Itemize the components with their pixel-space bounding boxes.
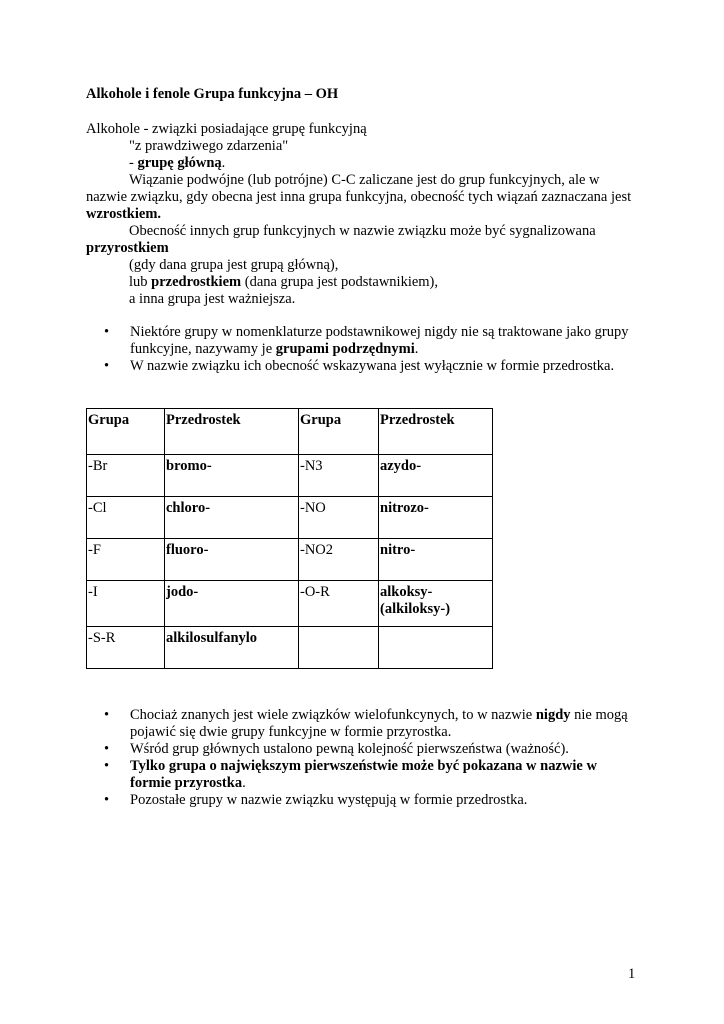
list-item-line: Pozostałe grupy w nazwie związku występują w formie przedrostka. xyxy=(130,792,528,808)
list-item-line: W nazwie związku ich obecność wskazywana jest wyłącznie w formie przedrostka. xyxy=(130,358,615,374)
list-item-line: pojawić się dwie grupy funkcyjne w formie przyrostka. xyxy=(130,724,452,740)
table-cell-group: -O-R xyxy=(299,581,379,627)
intro-line-4: Wiązanie podwójne (lub potrójne) C-C zaliczane jest do grup funkcyjnych, ale w xyxy=(129,172,600,188)
table-header-cell: Przedrostek xyxy=(165,409,299,455)
list-item xyxy=(104,741,664,758)
table-cell-prefix: alkoksy- (alkiloksy-) xyxy=(379,581,493,627)
table-header-cell: Grupa xyxy=(299,409,379,455)
bullet-icon: • xyxy=(104,358,110,374)
table-row xyxy=(87,581,493,627)
table-cell-group: -I xyxy=(87,581,165,627)
intro-line-3-prefix: - xyxy=(129,155,138,171)
table-cell-group xyxy=(299,627,379,669)
table-cell-prefix: azydo- xyxy=(379,455,493,497)
bullet-list-suffix-rules xyxy=(104,707,664,809)
table-cell-prefix: chloro- xyxy=(165,497,299,539)
table-cell-prefix xyxy=(379,627,493,669)
table-row xyxy=(87,627,493,669)
table-cell-prefix: nitro- xyxy=(379,539,493,581)
list-item-suffix: . xyxy=(414,341,419,357)
table-cell-prefix: nitrozo- xyxy=(379,497,493,539)
table-cell-prefix: jodo- xyxy=(165,581,299,627)
list-item xyxy=(104,324,664,358)
page-number: 1 xyxy=(628,966,636,982)
intro-line-10-prefix: lub xyxy=(129,274,152,290)
table-cell-group: -Cl xyxy=(87,497,165,539)
table-cell-group: -F xyxy=(87,539,165,581)
intro-line-3-suffix: . xyxy=(221,155,226,171)
table-header-row xyxy=(87,409,493,455)
table-cell-prefix: alkilosulfanylo xyxy=(165,627,299,669)
list-item xyxy=(104,707,664,741)
intro-line-11: a inna grupa jest ważniejsza. xyxy=(129,291,296,307)
main-group-term: grupę główną xyxy=(137,155,222,171)
intro-line-6 xyxy=(86,206,161,223)
table-cell-group: -S-R xyxy=(87,627,165,669)
list-item-prefix: funkcyjne, nazywamy je xyxy=(130,341,276,357)
table-cell-group: -Br xyxy=(87,455,165,497)
intro-line-3 xyxy=(129,155,225,172)
intro-line-9: (gdy dana grupa jest grupą główną), xyxy=(129,257,339,273)
intro-line-1: Alkohole - związki posiadające grupę funkcyjną xyxy=(86,121,367,137)
intro-line-5: nazwie związku, gdy obecna jest inna grupa funkcyjna, obecność tych wiązań zaznaczana jest xyxy=(86,189,632,205)
subordinate-groups-term: grupami podrzędnymi xyxy=(275,341,415,357)
bullet-list-subordinate-groups xyxy=(104,324,664,375)
list-item-line: formie przyrostka. xyxy=(130,775,246,791)
intro-line-8 xyxy=(86,240,169,257)
table-cell-prefix: bromo- xyxy=(165,455,299,497)
table-cell-group: -NO2 xyxy=(299,539,379,581)
list-item-line: Niektóre grupy w nomenklaturze podstawnikowej nigdy nie są traktowane jako grupy xyxy=(130,324,629,340)
never-term: nigdy xyxy=(535,707,571,723)
list-item xyxy=(104,358,664,375)
table-header-cell: Przedrostek xyxy=(379,409,493,455)
list-item xyxy=(104,792,664,809)
table-cell-prefix: fluoro- xyxy=(165,539,299,581)
list-item xyxy=(104,758,664,792)
wzrostek-term: wzrostkiem. xyxy=(86,206,162,222)
table-row xyxy=(87,497,493,539)
przyrostek-term: przyrostkiem xyxy=(86,240,169,256)
table-cell-group: -NO xyxy=(299,497,379,539)
table-header-cell: Grupa xyxy=(87,409,165,455)
title-text: Alkohole i fenole Grupa funkcyjna – OH xyxy=(86,86,339,102)
bullet-icon: • xyxy=(104,792,110,808)
bullet-icon: • xyxy=(104,741,110,757)
intro-line-2: "z prawdziwego zdarzenia" xyxy=(129,138,289,154)
bullet-icon: • xyxy=(104,324,110,340)
list-item-line: Chociaż znanych jest wiele związków wielofunkcynych, to w nazwie nigdy nie mogą xyxy=(130,707,628,723)
list-item-line: Tylko grupa o największym pierwszeństwie może być pokazana w nazwie w xyxy=(130,758,597,774)
list-item-line: Wśród grup głównych ustalono pewną kolejność pierwszeństwa (ważność). xyxy=(130,741,569,757)
przedrostek-term: przedrostkiem xyxy=(151,274,242,290)
intro-line-7: Obecność innych grup funkcyjnych w nazwie związku może być sygnalizowana xyxy=(129,223,596,239)
list-item-line xyxy=(130,341,664,358)
table-row xyxy=(87,455,493,497)
table-row xyxy=(87,539,493,581)
table-cell-group: -N3 xyxy=(299,455,379,497)
bullet-icon: • xyxy=(104,758,110,774)
prefix-table xyxy=(86,408,493,669)
intro-line-10-suffix: (dana grupa jest podstawnikiem), xyxy=(241,274,439,290)
intro-line-10 xyxy=(129,274,438,291)
bullet-icon: • xyxy=(104,707,110,723)
document-title xyxy=(86,86,338,103)
